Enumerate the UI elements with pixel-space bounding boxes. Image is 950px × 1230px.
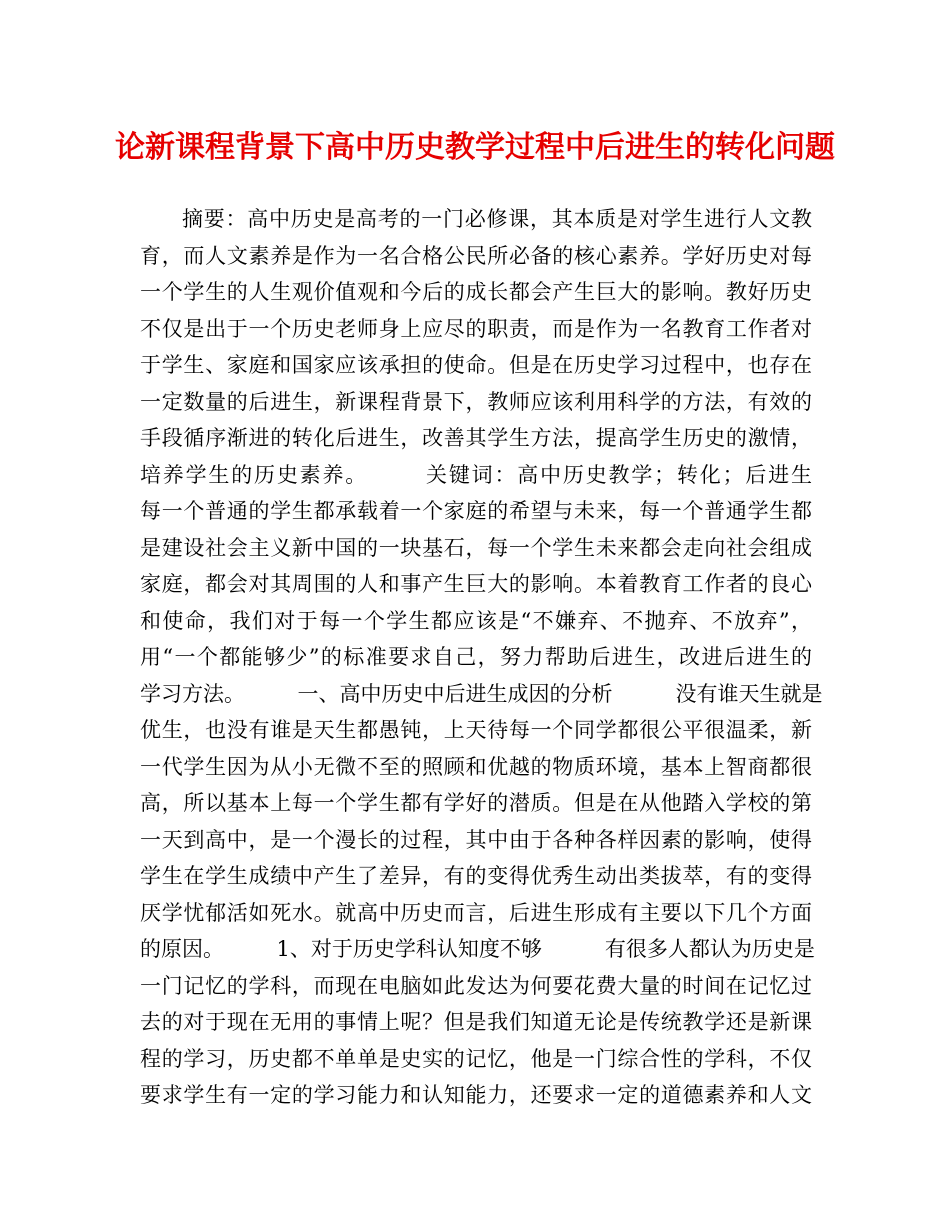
body-line: 厌学忧郁活如死水。就高中历史而言，后进生形成有主要以下几个方面 [140,900,812,925]
document-title: 论新课程背景下高中历史教学过程中后进生的转化问题 [115,130,835,165]
body-line: 是建设社会主义新中国的一块基石，每一个学生未来都会走向社会组成 [140,535,812,560]
body-line: 优生，也没有谁是天生都愚钝，上天待每一个同学都很公平很温柔，新 [140,718,812,742]
body-line: 每一个普通的学生都承载着一个家庭的希望与未来，每一个普通学生都 [140,499,812,523]
body-line: 于学生、家庭和国家应该承担的使命。但是在历史学习过程中，也存在 [140,353,812,377]
body-line: 用“一个都能够少”的标准要求自己，努力帮助后进生，改进后进生的 [140,645,812,669]
body-line: 的原因。 1、对于历史学科认知度不够 有很多人都认为历史是 [140,937,815,961]
body-line: 摘要：高中历史是高考的一门必修课，其本质是对学生进行人文教 [182,207,812,231]
body-line: 育，而人文素养是作为一名合格公民所必备的核心素养。学好历史对每 [140,243,812,268]
body-line: 高，所以基本上每一个学生都有学好的潜质。但是在从他踏入学校的第 [140,791,812,815]
body-line: 一代学生因为从小无微不至的照顾和优越的物质环境，基本上智商都很 [140,754,812,779]
body-line: 和使命，我们对于每一个学生都应该是“不嫌弃、不抛弃、不放弃”， [140,608,812,633]
document-body [140,201,823,1114]
body-line: 学生在学生成绩中产生了差异，有的变得优秀生动出类拔萃，有的变得 [140,864,812,888]
body-line: 去的对于现在无用的事情上呢？但是我们知道无论是传统教学还是新课 [140,1010,812,1034]
body-line: 学习方法。 一、高中历史中后进生成因的分析 没有谁天生就是 [140,681,823,706]
body-line: 一定数量的后进生，新课程背景下，教师应该利用科学的方法，有效的 [140,389,812,414]
body-line: 程的学习，历史都不单单是史实的记忆，他是一门综合性的学科，不仅 [140,1046,812,1071]
body-line: 不仅是出于一个历史老师身上应尽的职责，而是作为一名教育工作者对 [140,316,812,341]
body-line: 要求学生有一定的学习能力和认知能力，还要求一定的道德素养和人文 [140,1083,812,1107]
body-line: 一天到高中，是一个漫长的过程，其中由于各种各样因素的影响，使得 [140,827,812,852]
body-line: 手段循序渐进的转化后进生，改善其学生方法，提高学生历史的激情， [140,426,812,450]
body-line: 一个学生的人生观价值观和今后的成长都会产生巨大的影响。教好历史 [140,280,812,304]
body-line: 家庭，都会对其周围的人和事产生巨大的影响。本着教育工作者的良心 [140,572,812,596]
body-line: 培养学生的历史素养。 关键词：高中历史教学；转化；后进生 [140,462,812,487]
body-line: 一门记忆的学科，而现在电脑如此发达为何要花费大量的时间在记忆过 [140,973,812,998]
